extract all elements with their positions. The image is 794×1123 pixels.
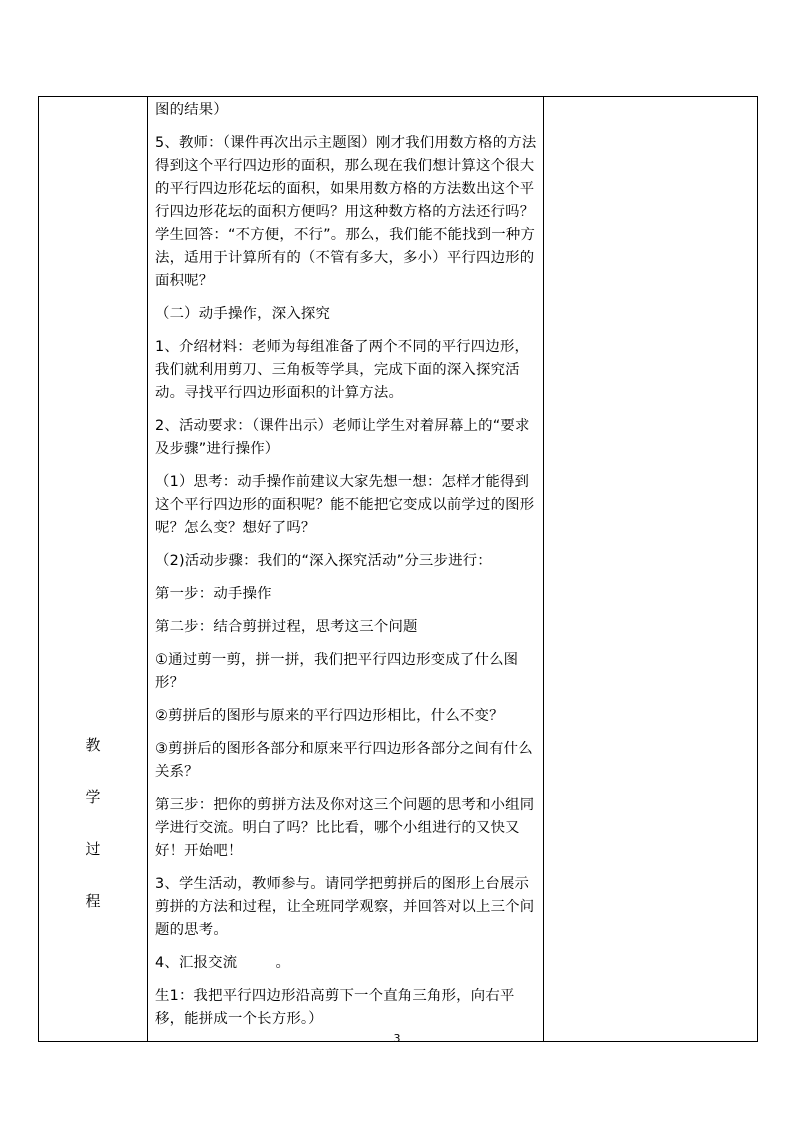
table-row [39,97,758,1042]
teaching-content [148,99,543,1031]
section-label-char: 学 [85,788,101,806]
paragraph: 图的结果） [155,102,228,118]
section-label-char: 过 [85,840,101,858]
section-label-cell [39,97,148,1042]
paragraph: 第二步：结合剪拼过程，思考这三个问题 [155,619,418,635]
paragraph: 5、教师：（课件再次出示主题图）刚才我们用数方格的方法得到这个平行四边形的面积，那么现在我们想计算这个很大的平行四边形花坛的面积，如果用数方格的方法数出这个平行四边形花坛的面积方便吗？用这种数方格的方法还行吗？学生回答：“不方便，不行”。那么，我们能不能找到一种方法，适用于计算所有的（不管有多大，多小）平行四边形的面积呢？ [155,135,537,289]
paragraph: 1、介绍材料：老师为每组准备了两个不同的平行四边形，我们就利用剪刀、三角板等学具，完成下面的深入探究活动。寻找平行四边形面积的计算方法。 [155,339,530,401]
paragraph: ①通过剪一剪，拼一拼，我们把平行四边形变成了什么图形？ [155,652,519,691]
section-label [39,735,147,943]
notes-cell [544,97,758,1042]
section-label-char: 程 [85,892,101,910]
lesson-plan-table [38,96,758,1042]
paragraph: （二）动手操作，深入探究 [155,306,331,322]
teaching-content-cell [148,97,544,1042]
paragraph: （2)活动步骤：我们的“深入探究活动”分三步进行： [155,553,492,569]
paragraph: ③剪拼后的图形各部分和原来平行四边形各部分之间有什么关系？ [155,741,533,780]
section-label-char: 教 [85,736,101,754]
paragraph: （1）思考：动手操作前建议大家先想一想：怎样才能得到这个平行四边形的面积呢？能不能把它变成以前学过的图形呢？怎么变？想好了吗？ [155,474,535,536]
paragraph: 第一步：动手操作 [155,586,272,602]
paragraph: 4、汇报交流 。 [155,955,291,971]
paragraph: 3、学生活动，教师参与。请同学把剪拼后的图形上台展示剪拼的方法和过程，让全班同学观察，并回答对以上三个问题的思考。 [155,876,535,938]
paragraph: 2、活动要求：（课件出示）老师让学生对着屏幕上的“要求及步骤”进行操作） [155,418,530,457]
paragraph: ②剪拼后的图形与原来的平行四边形相比，什么不变？ [155,708,504,724]
page-number: 3 [393,1032,401,1045]
paragraph: 第三步：把你的剪拼方法及你对这三个问题的思考和小组同学进行交流。明白了吗？比比看，哪个小组进行的又快又好！开始吧！ [155,797,535,859]
paragraph: 生1：我把平行四边形沿高剪下一个直角三角形，向右平移，能拼成一个长方形。） [155,988,515,1027]
